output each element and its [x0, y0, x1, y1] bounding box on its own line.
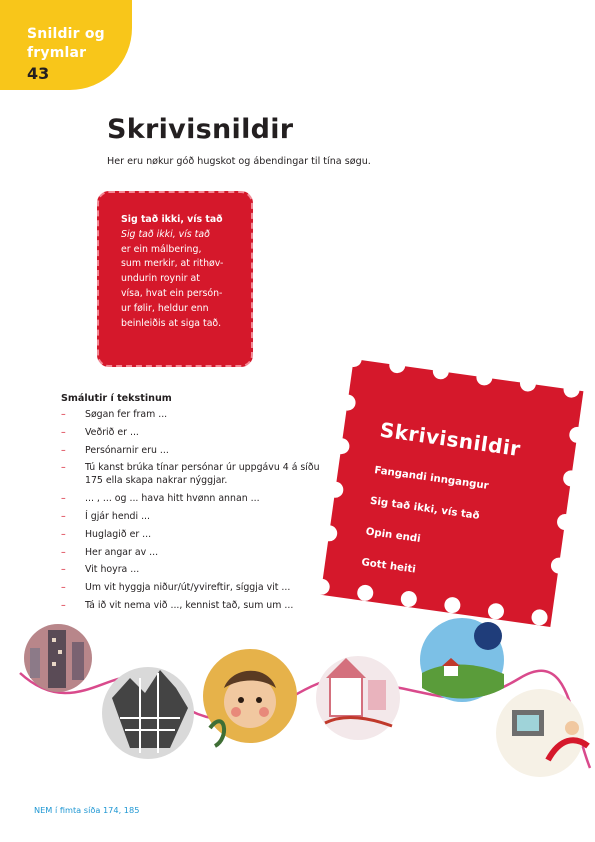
list-item-text: Veðrið er ...	[85, 426, 139, 438]
illustration-landscape-circle	[420, 618, 504, 702]
dash-bullet: –	[61, 528, 66, 540]
illustration-house-circle	[316, 656, 400, 740]
dash-bullet: –	[61, 546, 66, 558]
stamp-item: Sig tað ikki, vís tað	[369, 495, 481, 522]
dash-bullet: –	[61, 564, 66, 576]
list-item-text: Persónarnir eru ...	[85, 444, 169, 456]
dash-bullet: –	[61, 409, 66, 420]
list-item	[61, 408, 321, 421]
list-item	[61, 426, 321, 439]
intro-text: Her eru nøkur góð hugskot og ábendingar til tína søgu.	[107, 156, 371, 167]
section-title-line1: Snildir og	[27, 26, 105, 42]
dash-bullet: –	[61, 493, 66, 505]
list-item	[61, 492, 321, 505]
illustration-tv-circle	[496, 689, 588, 777]
list-item	[61, 444, 321, 457]
corner-badge	[0, 0, 132, 90]
list-item	[61, 599, 321, 612]
dash-bullet: –	[61, 444, 66, 456]
section-title-line2: frymlar	[27, 45, 87, 61]
definition-line: sum merkir, at rithøv-	[121, 258, 224, 270]
illustration-structure-circle	[102, 667, 194, 759]
definition-line: beinleiðis at siga tað.	[121, 317, 222, 329]
definition-box	[97, 191, 253, 367]
list-item	[61, 461, 321, 487]
definition-term: Sig tað ikki, vís tað	[121, 228, 210, 240]
definition-heading: Sig tað ikki, vís tað	[121, 214, 223, 225]
stamp-item: Opin endi	[364, 526, 422, 546]
definition-line: er ein málbering,	[121, 243, 202, 255]
list-item-text: Søgan fer fram ...	[85, 409, 168, 420]
dash-bullet: –	[61, 599, 66, 611]
dash-bullet: –	[61, 462, 66, 474]
page-title: Skrivisnildir	[107, 114, 294, 145]
definition-line: undurin roynir at	[121, 273, 200, 285]
definition-line: vísa, hvat ein persón-	[121, 287, 223, 299]
dash-bullet: –	[61, 582, 66, 594]
list-item-text: Í gjár hendi ...	[85, 510, 151, 522]
stamp-title: Skrivisnildir	[378, 417, 523, 461]
details-heading: Smálutir í tekstinum	[61, 393, 172, 404]
stamp-content	[358, 417, 522, 607]
illustration-strip	[0, 618, 595, 788]
page-number: 43	[27, 64, 50, 83]
footer-reference: NEM í fimta síða 174, 185	[34, 805, 140, 815]
list-item	[61, 563, 321, 576]
illustration-city-circle	[24, 624, 92, 692]
list-item	[61, 546, 321, 559]
list-item	[61, 510, 321, 523]
list-item-text: Tú kanst brúka tínar persónar úr uppgávu 4 á síðu 175 ella skapa nakrar nýggjar.	[85, 462, 320, 487]
list-item-text: Huglagið er ...	[85, 528, 152, 540]
list-item-text: ... , ... og ... hava hitt hvønn annan ...	[85, 493, 260, 505]
list-item-text: Vit hoyra ...	[85, 564, 140, 576]
list-item-text: Um vit hyggja niður/út/yvireftir, síggja vit ...	[85, 582, 291, 594]
definition-text	[121, 213, 239, 331]
list-item	[61, 528, 321, 541]
skrivisnildir-stamp	[321, 359, 584, 627]
list-item-text: Her angar av ...	[85, 546, 159, 558]
stamp-item: Fangandi inngangur	[373, 465, 490, 492]
details-list-section	[61, 393, 321, 617]
definition-line: ur følir, heldur enn	[121, 302, 209, 314]
illustration-boy-circle	[203, 649, 297, 746]
list-item-text: Tá ið vit nema við ..., kennist tað, sum um ...	[85, 599, 294, 611]
details-list	[61, 408, 321, 612]
dash-bullet: –	[61, 426, 66, 438]
stamp-item: Gott heiti	[360, 557, 417, 576]
list-item	[61, 581, 321, 594]
dash-bullet: –	[61, 510, 66, 522]
